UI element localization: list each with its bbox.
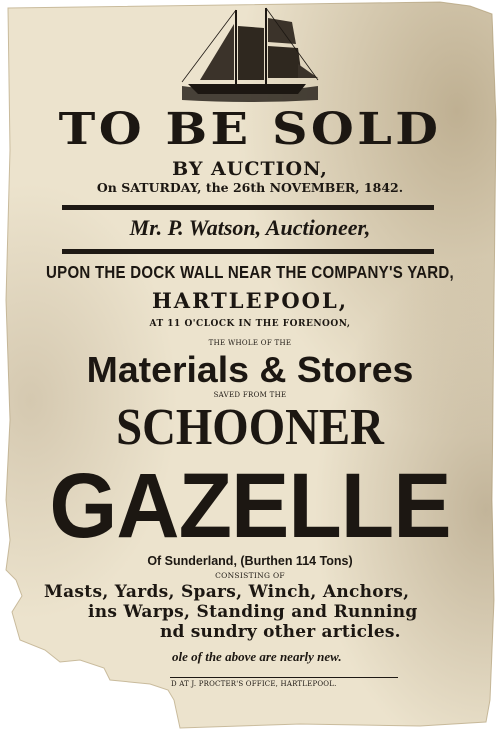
printer-rule [170,677,398,678]
auction-time: AT 11 O'CLOCK IN THE FORENOON, [149,319,351,329]
bottom-divider [62,249,434,254]
printer-credit: D AT J. PROCTER'S OFFICE, HARTLEPOOL. [171,680,337,688]
consisting-of-label: CONSISTING OF [215,571,285,580]
vessel-origin: Of Sunderland, (Burthen 114 Tons) [147,554,353,568]
items-line-1: Masts, Yards, Spars, Winch, Anchors, [44,582,410,602]
subheadline: BY AUCTION, [172,158,328,180]
auction-town: HARTLEPOOL, [151,288,349,313]
condition-note: ole of the above are nearly new. [172,649,342,664]
auction-location: UPON THE DOCK WALL NEAR THE COMPANY'S YARD, [46,262,454,282]
vessel-type: SCHOONER [116,399,384,456]
top-divider [62,205,434,210]
auction-date: On SATURDAY, the 26th NOVEMBER, 1842. [96,180,404,195]
items-line-2: ins Warps, Standing and Running [88,602,418,622]
auctioneer-name: Mr. P. Watson, Auctioneer, [129,215,371,240]
saved-from-label: SAVED FROM THE [213,391,287,399]
items-line-3: nd sundry other articles. [160,622,401,642]
vessel-name: GAZELLE [49,455,451,557]
the-whole-label: THE WHOLE OF THE [208,339,292,347]
headline: TO BE SOLD [58,104,442,155]
materials-heading: Materials & Stores [86,349,414,390]
